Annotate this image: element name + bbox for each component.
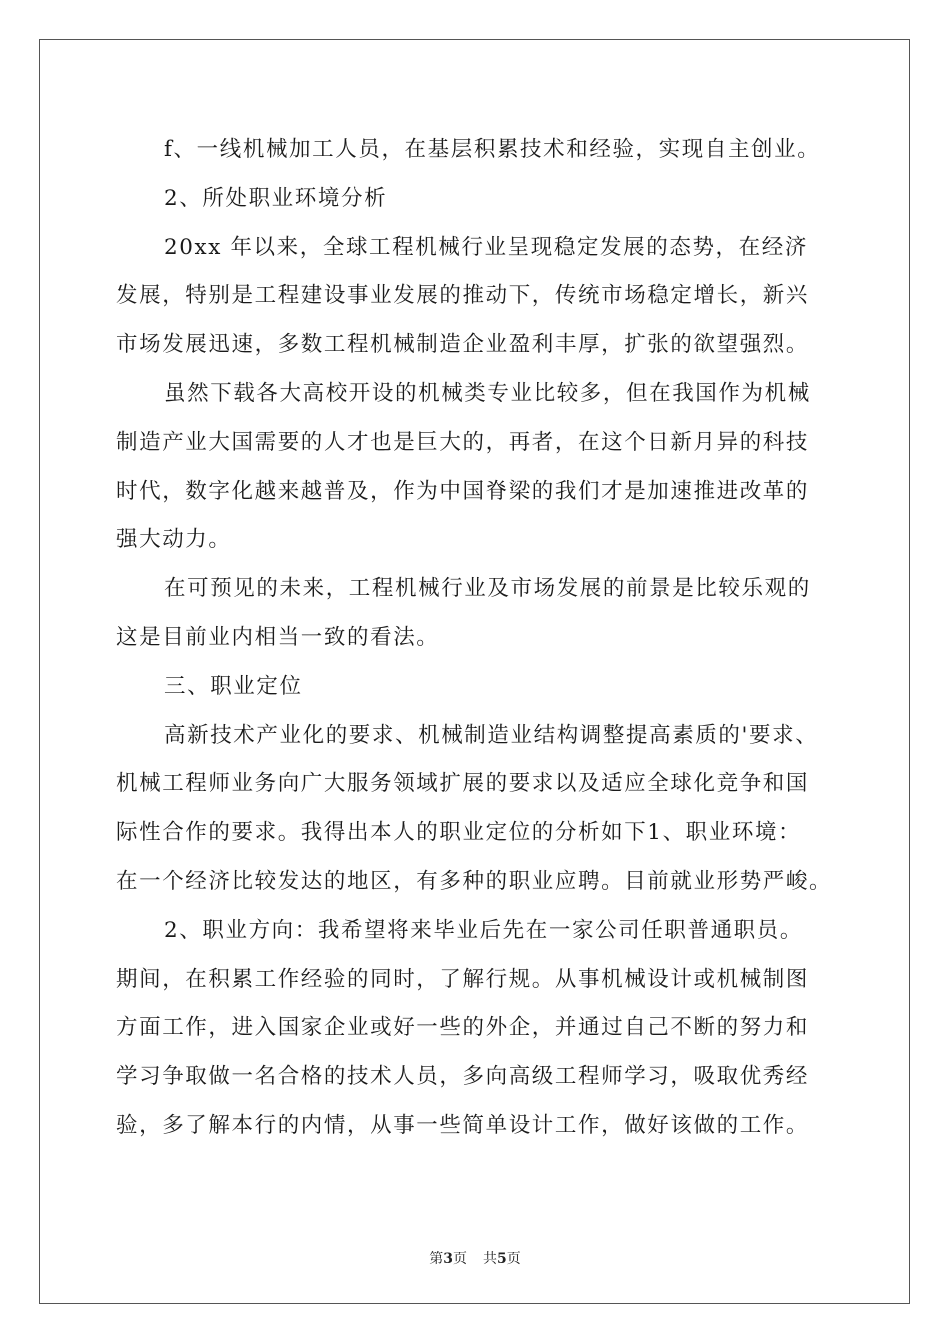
paragraph [116, 712, 836, 907]
paragraph [116, 565, 836, 663]
total-page-count: 5 [497, 1251, 507, 1267]
text-line: 20xx 年以来，全球工程机械行业呈现稳定发展的态势，在经济 [164, 234, 808, 260]
page-label-suffix: 页 [453, 1251, 467, 1267]
section-heading [116, 175, 836, 224]
text-line: 方面工作，进入国家企业或好一些的外企，并通过自己不断的努力和 [116, 1015, 810, 1041]
paragraph [116, 126, 836, 175]
total-label-prefix: 共 [483, 1251, 497, 1267]
text-line: 三、职业定位 [164, 673, 303, 699]
text-line: 虽然下载各大高校开设的机械类专业比较多，但在我国作为机械 [164, 380, 811, 406]
text-line: 学习争取做一名合格的技术人员，多向高级工程师学习，吸取优秀经 [116, 1064, 810, 1090]
page-footer [0, 1248, 950, 1268]
total-label-suffix: 页 [506, 1251, 521, 1267]
paragraph [116, 370, 836, 565]
text-line: 2、职业方向：我希望将来毕业后先在一家公司任职普通职员。 [164, 917, 803, 943]
text-line: 在一个经济比较发达的地区，有多种的职业应聘。目前就业形势严峻。 [116, 868, 833, 894]
text-line: 这是目前业内相当一致的看法。 [116, 624, 440, 650]
text-line: 制造产业大国需要的人才也是巨大的，再者，在这个日新月异的科技 [116, 429, 810, 455]
current-page-number: 3 [443, 1251, 453, 1267]
page-label-prefix: 第 [429, 1251, 444, 1267]
text-line: 际性合作的要求。我得出本人的职业定位的分析如下1、职业环境： [116, 820, 802, 846]
paragraph [116, 907, 836, 1151]
text-line: 强大动力。 [116, 527, 232, 553]
text-line: 验，多了解本行的内情，从事一些简单设计工作，做好该做的工作。 [116, 1112, 810, 1138]
text-line: f、一线机械加工人员，在基层积累技术和经验，实现自主创业。 [164, 137, 821, 162]
text-line: 2、所处职业环境分析 [164, 185, 388, 211]
text-line: 发展，特别是工程建设事业发展的推动下，传统市场稳定增长，新兴 [116, 283, 810, 309]
text-line: 在可预见的未来，工程机械行业及市场发展的前景是比较乐观的 [164, 576, 811, 602]
document-body [116, 126, 836, 1151]
text-line: 高新技术产业化的要求、机械制造业结构调整提高素质的'要求、 [164, 722, 819, 748]
paragraph [116, 224, 836, 370]
text-line: 市场发展迅速，多数工程机械制造企业盈利丰厚，扩张的欲望强烈。 [116, 332, 810, 358]
section-heading [116, 663, 836, 712]
text-line: 期间，在积累工作经验的同时，了解行规。从事机械设计或机械制图 [116, 966, 810, 992]
text-line: 时代，数字化越来越普及，作为中国脊梁的我们才是加速推进改革的 [116, 478, 810, 504]
text-line: 机械工程师业务向广大服务领域扩展的要求以及适应全球化竞争和国 [116, 771, 810, 797]
